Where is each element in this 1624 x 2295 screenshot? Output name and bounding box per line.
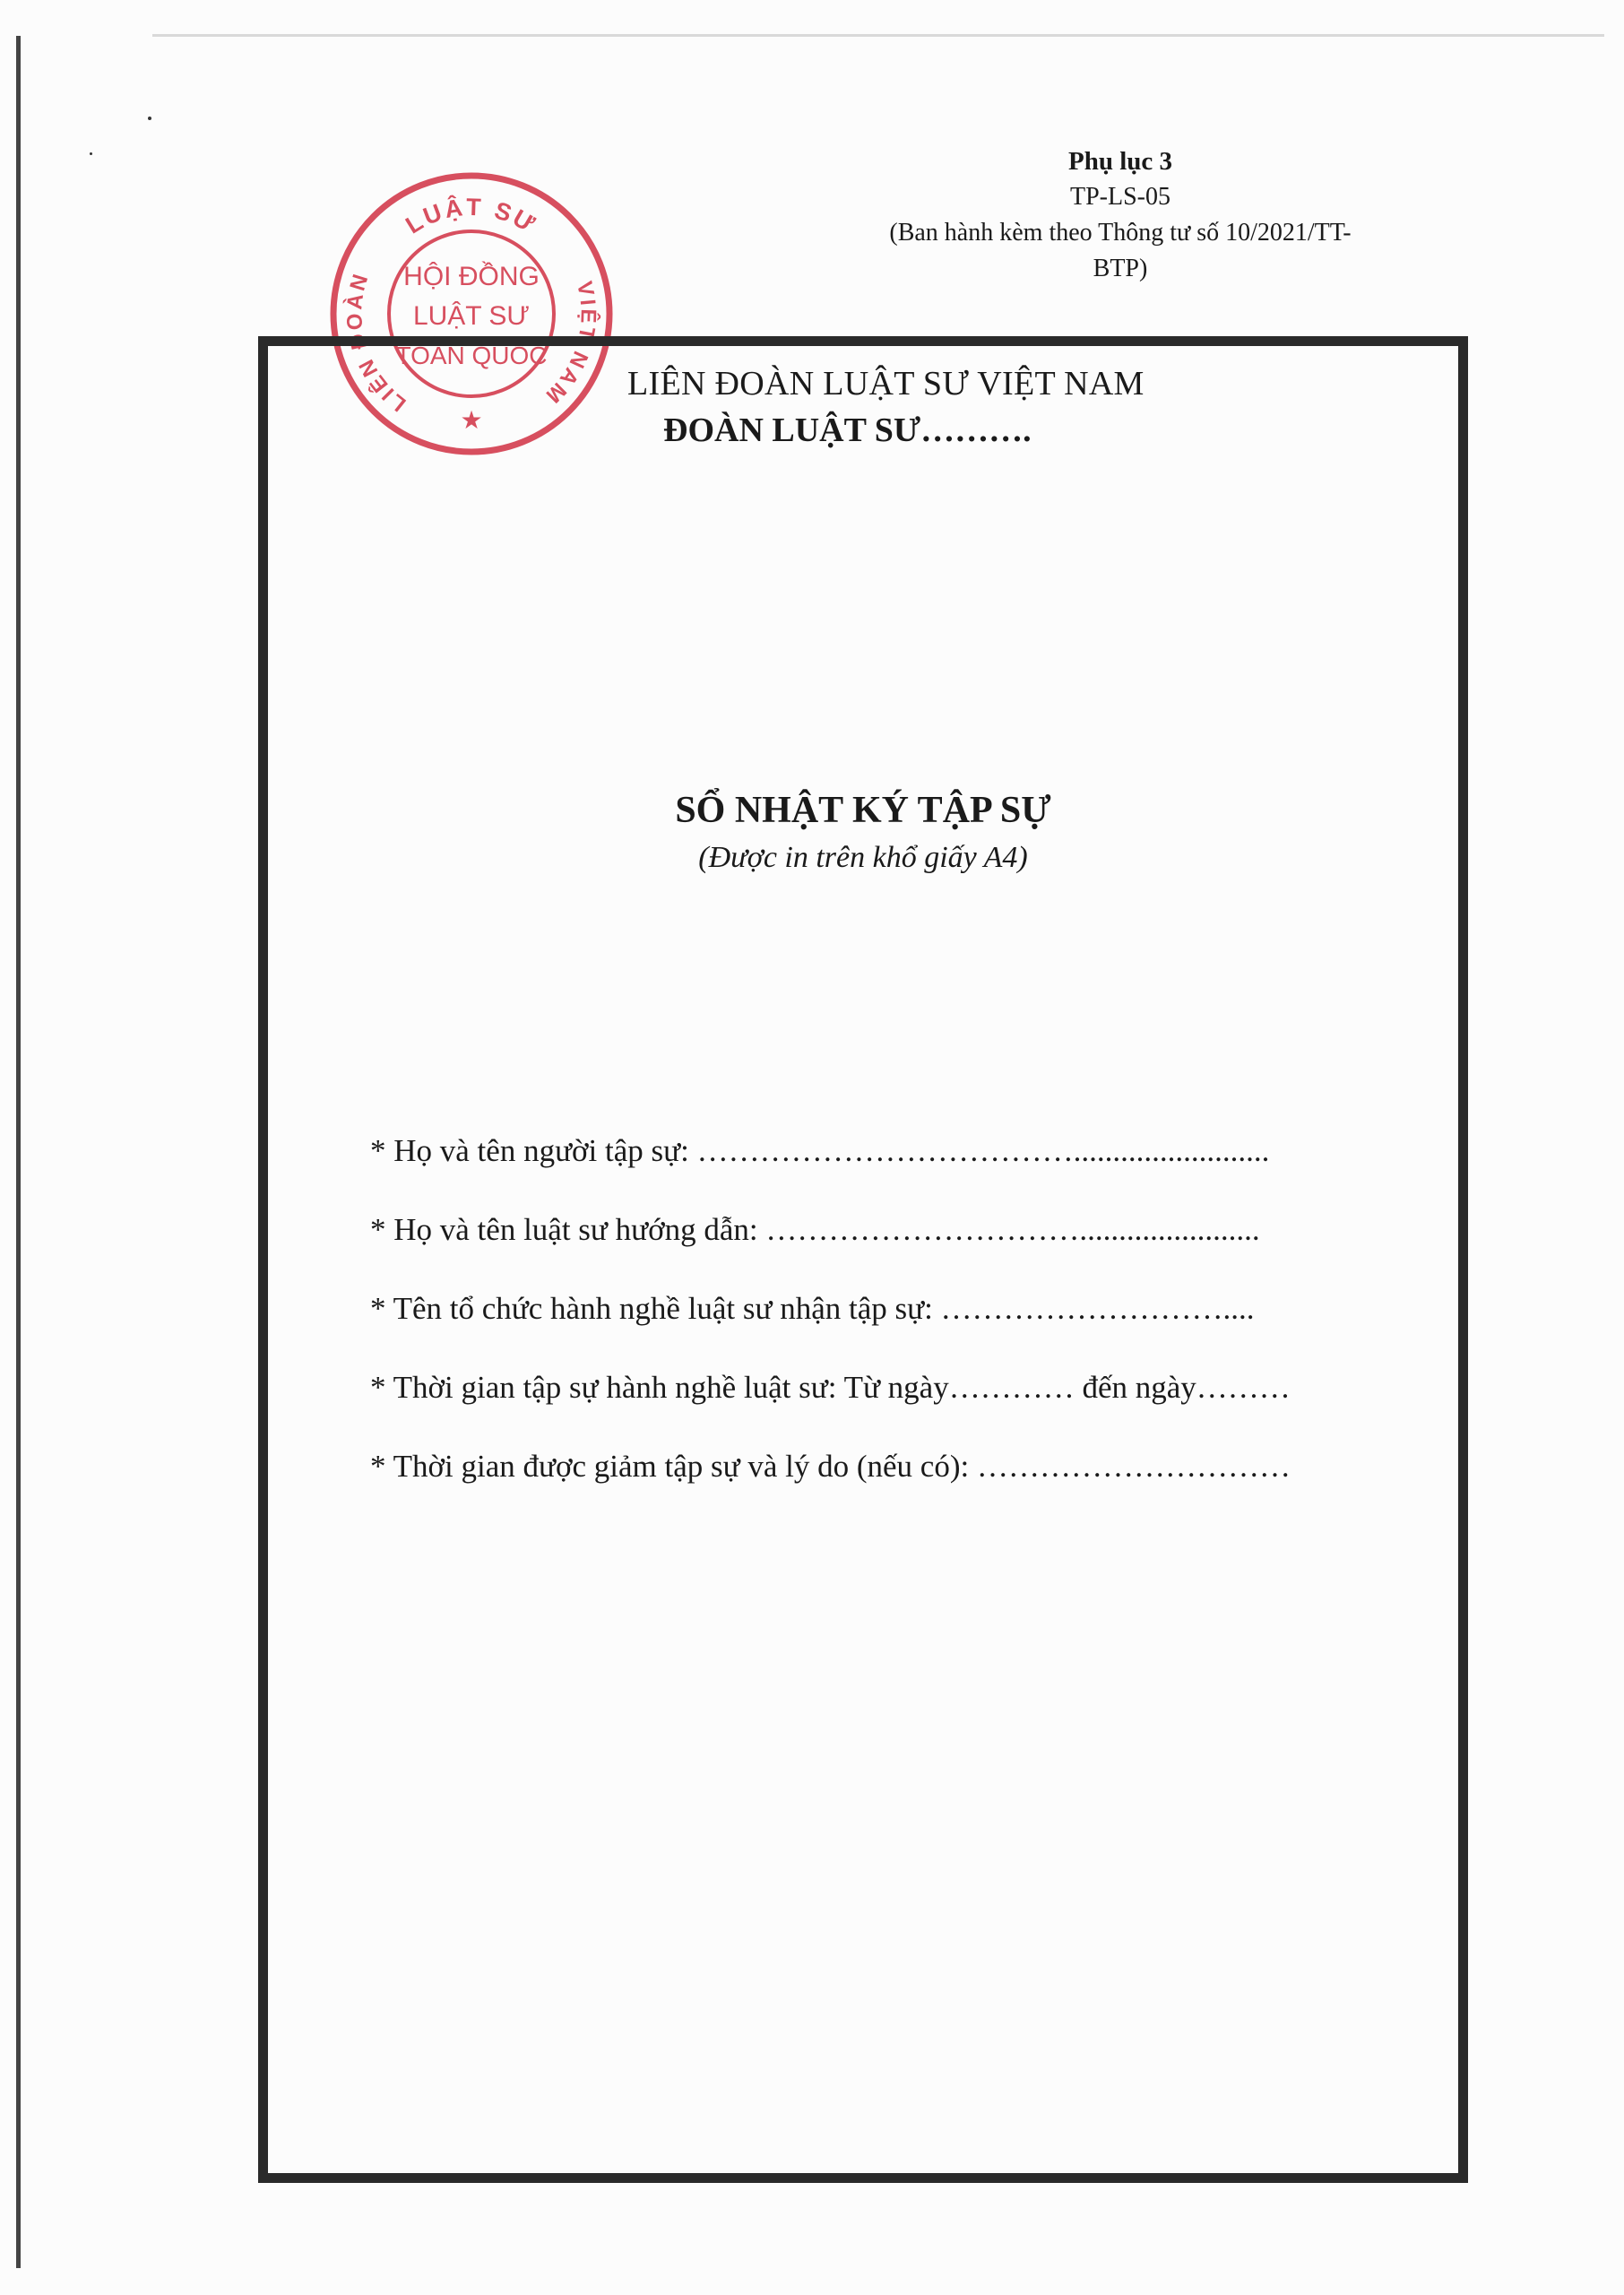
field-host-organization: * Tên tổ chức hành nghề luật sư nhận tập sự: ……………………….... — [370, 1291, 1255, 1326]
seal-center-line-1: HỘI ĐỒNG — [403, 262, 540, 291]
issued-with-line-2: BTP) — [1093, 255, 1148, 282]
scan-top-edge — [152, 34, 1604, 37]
field-trainee-name: * Họ và tên người tập sự: ………………………………......................... — [370, 1133, 1270, 1168]
seal-star-icon: ★ — [460, 405, 483, 435]
field-training-period: * Thời gian tập sự hành nghề luật sư: Từ ngày………… đến ngày……… — [370, 1370, 1291, 1405]
issued-with-line-1: (Ban hành kèm theo Thông tư số 10/2021/TT- — [889, 219, 1352, 247]
seal-left-text: LIÊN ĐOÀN — [342, 269, 411, 417]
seal-center-line-2: LUẬT SƯ — [412, 301, 531, 331]
seal-center-line-3: TOÀN QUỐC — [395, 342, 548, 369]
appendix-title: Phụ lục 3 — [1067, 147, 1173, 176]
federation-name: LIÊN ĐOÀN LUẬT SƯ VIỆT NAM — [627, 365, 1145, 403]
document-title: SỔ NHẬT KÝ TẬP SỰ — [675, 790, 1051, 831]
field-reduced-period: * Thời gian được giảm tập sự và lý do (nếu có): ………………………… — [370, 1449, 1291, 1484]
bar-association-name: ĐOÀN LUẬT SƯ………. — [663, 411, 1032, 449]
seal-top-text: LUẬT SƯ — [401, 193, 542, 239]
field-supervising-lawyer: * Họ và tên luật sư hướng dẫn: …………………………....................... — [370, 1212, 1260, 1247]
document-subtitle: (Được in trên khổ giấy A4) — [698, 841, 1028, 874]
form-fields — [370, 1128, 1419, 1522]
appendix-header — [807, 143, 1434, 287]
scan-dust-dot — [148, 117, 151, 120]
seal-right-text: VIỆT NAM — [539, 279, 600, 410]
scan-dust-dot — [90, 152, 92, 155]
scan-left-edge — [16, 36, 21, 2268]
form-code: TP-LS-05 — [1070, 183, 1170, 211]
